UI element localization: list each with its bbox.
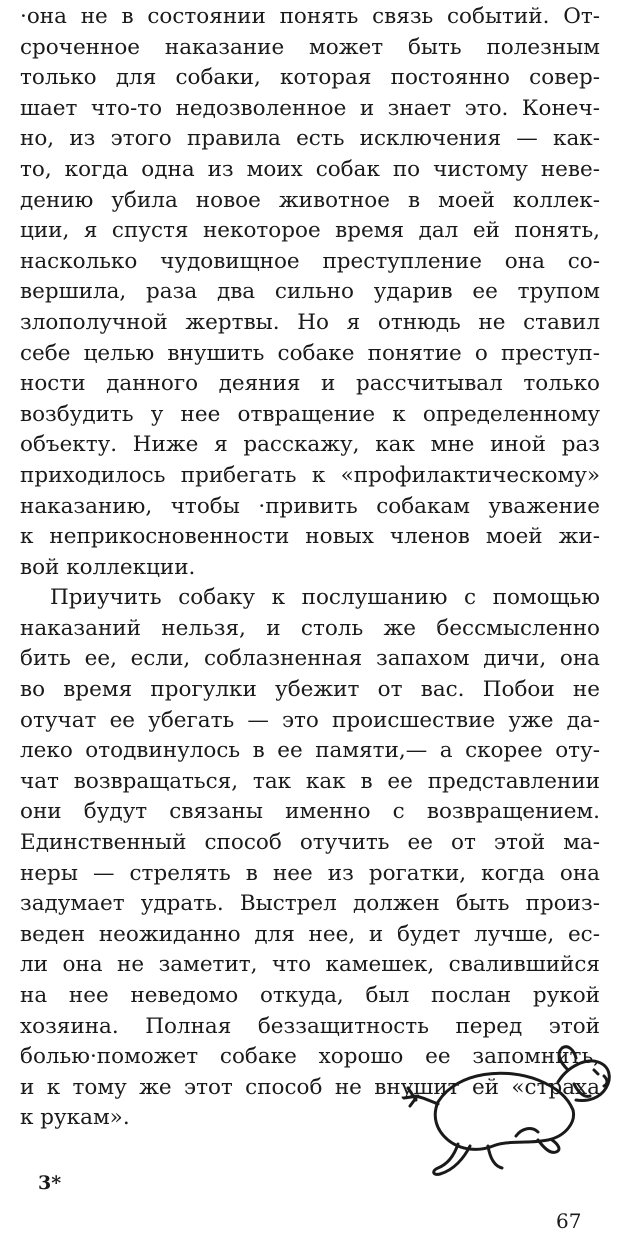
text-line: то, когда одна из моих собак по чистому неве-	[20, 156, 600, 182]
text-line: сроченное наказание может быть полезным	[20, 34, 600, 60]
text-line: задумает удрать. Выстрел должен быть произ-	[20, 891, 600, 917]
page-number: 67	[556, 1209, 582, 1233]
text-line: и к тому же этот способ не внушит ей «страха	[20, 1074, 600, 1100]
text-line: леко отодвинулось в ее памяти,— а скорее оту-	[20, 738, 600, 764]
text-line: хозяина. Полная беззащитность перед этой	[20, 1013, 600, 1039]
text-line: ли она не заметит, что камешек, свалившийся	[20, 952, 600, 978]
text-line: приходилось прибегать к «профилактическому»	[20, 462, 600, 488]
text-line: на нее неведомо откуда, был послан рукой	[20, 983, 600, 1008]
text-line: дению убила новое животное в моей коллек-	[20, 187, 600, 213]
text-line: они будут связаны именно с возвращением.	[20, 799, 600, 825]
text-line: Приучить собаку к послушанию с помощью	[50, 585, 600, 611]
text-line: отучат ее убегать — это происшествие уже да-	[20, 707, 600, 733]
text-line: объекту. Ниже я расскажу, как мне иной раз	[20, 432, 600, 458]
text-line: злополучной жертвы. Но я отнюдь не ставил	[20, 309, 600, 335]
text-line: Единственный способ отучить ее от этой ма-	[20, 830, 600, 856]
text-line: к рукам».	[20, 1105, 130, 1131]
text-line: вой коллекции.	[20, 554, 196, 580]
text-line: но, из этого правила есть исключения — как-	[20, 126, 600, 152]
text-line: ·она не в состоянии понять связь событий. От-	[20, 4, 600, 29]
text-line: шает что-то недозволенное и знает это. Конеч-	[20, 95, 600, 121]
text-line: во время прогулки убежит от вас. Побои не	[20, 677, 600, 703]
text-line: болью·поможет собаке хорошо ее запомнить,	[20, 1044, 600, 1070]
text-line: к неприкосновенности новых членов моей жи-	[20, 524, 600, 550]
text-line: возбудить у нее отвращение к определенному	[20, 401, 600, 427]
text-line: себе целью внушить собаке понятие о преступ-	[20, 340, 600, 366]
text-line: насколько чудовищное преступление она со-	[20, 248, 600, 274]
text-line: только для собаки, которая постоянно совер-	[20, 65, 600, 91]
body-text	[20, 2, 600, 1134]
text-line: веден неожиданно для нее, и будет лучше, ес-	[20, 921, 600, 947]
text-line: бить ее, если, соблазненная запахом дичи, она	[20, 646, 600, 672]
text-line: вершила, раза два сильно ударив ее трупом	[20, 279, 600, 305]
text-line: чат возвращаться, так как в ее представлении	[20, 768, 600, 794]
dog-illustration	[398, 1040, 616, 1180]
text-line: ции, я спустя некоторое время дал ей понять,	[20, 218, 600, 244]
text-line: неры — стрелять в нее из рогатки, когда она	[20, 860, 600, 886]
signature-mark: 3*	[38, 1172, 62, 1194]
text-line: ности данного деяния и рассчитывал только	[20, 371, 600, 397]
text-line: наказаний нельзя, и столь же бессмысленно	[20, 615, 600, 641]
text-line: наказанию, чтобы ·привить собакам уважение	[20, 493, 600, 519]
paragraph-1	[20, 2, 600, 583]
